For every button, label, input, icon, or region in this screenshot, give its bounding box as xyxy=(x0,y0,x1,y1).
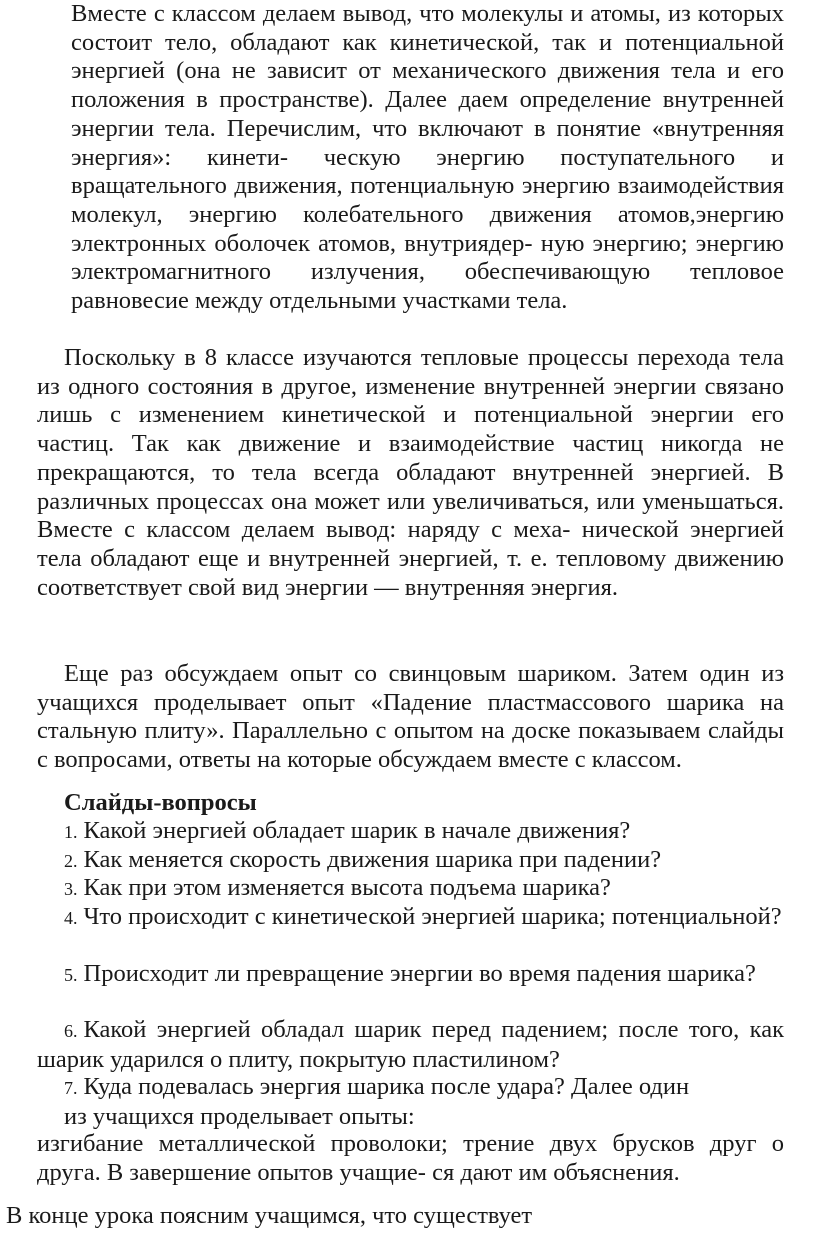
question-text: Какой энергией обладает шарик в начале движения? xyxy=(83,817,631,844)
question-number: 3. xyxy=(64,879,78,899)
paragraph-thermal-processes: Поскольку в 8 классе изучаются тепловые процессы перехода тела из одного состояния в другое, изменение внутренней энергии связано лишь с изменением кинетической и потенциальной энергии его частиц. Так как движение и взаимодействие частиц никогда не прекращаются, то тела всегда обладают внутренней энергией. В различных процессах она может или увеличиваться, или уменьшаться. Вместе с классом делаем вывод: наряду с меха- нической энергией тела обладают еще и внутренней энергией, т. е. тепловому движению соответствует свой вид энергии — внутренняя энергия. xyxy=(37,344,784,601)
question-item xyxy=(37,874,784,904)
question-text: Как меняется скорость движения шарика при падении? xyxy=(83,846,662,873)
paragraph-lead-ball-experiment: Еще раз обсуждаем опыт со свинцовым шариком. Затем один из учащихся проделывает опыт «Падение пластмассового шарика на стальную плиту». Параллельно с опытом на доске показываем слайды с вопросами, ответы на которые обсуждаем вместе с классом. xyxy=(37,660,784,774)
slides-questions-heading: Слайды-вопросы xyxy=(64,789,257,816)
question-text: Что происходит с кинетической энергией шарика; потенциальной? xyxy=(83,903,782,930)
question-item xyxy=(37,960,784,990)
question-number: 6. xyxy=(64,1021,78,1041)
paragraph-lesson-end: В конце урока поясним учащимся, что существует xyxy=(6,1202,533,1229)
question-item xyxy=(37,846,784,876)
question-text: Куда подевалась энергия шарика после удара? Далее один xyxy=(83,1073,690,1100)
question-item xyxy=(37,903,784,933)
question-number: 4. xyxy=(64,908,78,928)
question-item xyxy=(37,1073,784,1131)
question-item xyxy=(37,817,784,847)
question-number: 7. xyxy=(64,1078,78,1098)
question-continuation: из учащихся проделывает опыты: xyxy=(64,1102,415,1130)
question-text: Как при этом изменяется высота подъема шарика? xyxy=(83,874,611,901)
question-item xyxy=(37,1016,784,1074)
question-number: 2. xyxy=(64,851,78,871)
question-text: Какой энергией обладал шарик перед падением; после того, как шарик ударился о плиту, покрытую пластилином? xyxy=(37,1016,784,1073)
question-number: 5. xyxy=(64,965,78,985)
question-number: 1. xyxy=(64,822,78,842)
question-text: Происходит ли превращение энергии во время падения шарика? xyxy=(83,960,756,987)
paragraph-experiments-list: изгибание металлической проволоки; трение двух брусков друг о друга. В завершение опытов учащие- ся дают им объяснения. xyxy=(37,1130,784,1186)
paragraph-internal-energy-definition: Вместе с классом делаем вывод, что молекулы и атомы, из которых состоит тело, обладают как кинетической, так и потенциальной энергией (она не зависит от механического движения тела и его положения в пространстве). Далее даем определение внутренней энергии тела. Перечислим, что включают в понятие «внутренняя энергия»: кинети- ческую энергию поступательного и вращательного движения, потенциальную энергию взаимодействия молекул, энергию колебательного движения атомов,энергию электронных оболочек атомов, внутриядер- ную энергию; энергию электромагнитного излучения, обеспечивающую тепловое равновесие между отдельными участками тела. xyxy=(71,0,784,315)
